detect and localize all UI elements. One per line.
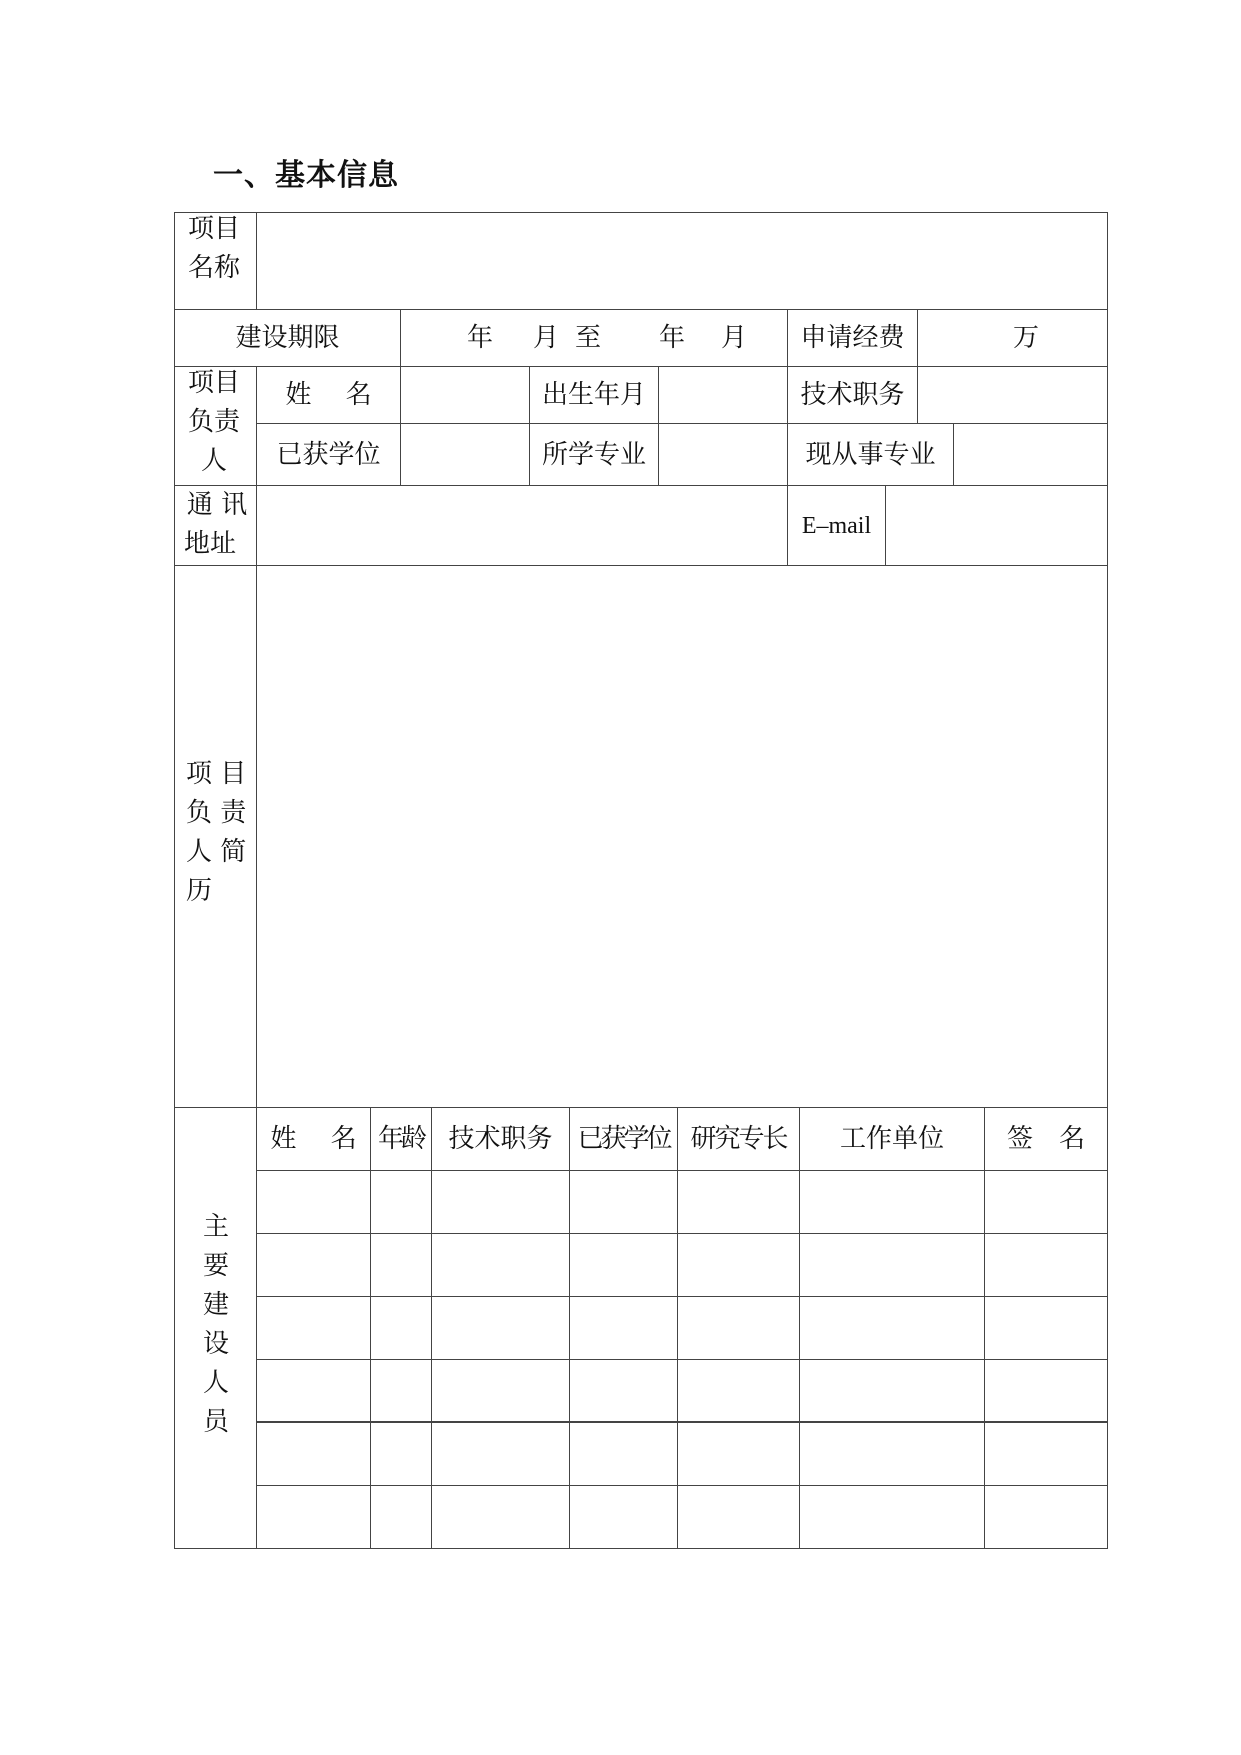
- col-divider: [370, 1107, 371, 1548]
- funding-label: 申请经费: [800, 323, 905, 353]
- resume-label: [186, 755, 252, 911]
- members-side-label-char: 设: [202, 1329, 229, 1359]
- col-divider: [431, 1107, 432, 1548]
- members-side-label-char: 人: [202, 1368, 229, 1398]
- leader-major-label: 所学专业: [541, 439, 646, 470]
- email-field[interactable]: [886, 486, 1107, 565]
- leader-current-major-label: 现从事专业: [805, 439, 936, 470]
- project-name-label-line: 项目: [187, 214, 240, 244]
- period-year-end: 年: [658, 323, 685, 353]
- members-col-name: 姓 名: [270, 1124, 357, 1154]
- resume-label-line: 项 目: [186, 759, 247, 789]
- members-side-label-char: 建: [202, 1290, 229, 1320]
- leader-degree-label: 已获学位: [276, 439, 381, 470]
- leader-title-label: 技术职务: [800, 380, 905, 410]
- project-name-label-line: 名称: [187, 253, 240, 283]
- leader-label-line: 人: [200, 446, 227, 476]
- members-side-label: [196, 1208, 236, 1442]
- address-label: [184, 486, 250, 564]
- resume-label-line: 负 责: [186, 798, 247, 828]
- row-divider: [256, 1296, 1107, 1297]
- members-col-employer: 工作单位: [839, 1124, 944, 1154]
- leader-label-line: 负责: [187, 407, 240, 437]
- period-month-end: 月: [720, 323, 747, 353]
- funding-unit: 万: [1012, 323, 1039, 353]
- email-label: E–mail: [801, 512, 872, 539]
- leader-label-line: 项目: [187, 368, 240, 398]
- leader-birth-field[interactable]: [659, 367, 787, 423]
- leader-name-label: 姓 名: [285, 380, 372, 410]
- col-divider: [984, 1107, 985, 1548]
- leader-title-field[interactable]: [918, 367, 1107, 423]
- page-title: 一、基本信息: [213, 158, 399, 193]
- row-divider: [256, 1233, 1107, 1234]
- col-divider: [400, 309, 401, 366]
- leader-current-major-field[interactable]: [954, 424, 1107, 485]
- period-month-start: 月: [532, 323, 559, 353]
- resume-label-line: 历: [186, 876, 213, 906]
- members-side-label-char: 员: [202, 1407, 229, 1437]
- col-divider: [799, 1107, 800, 1548]
- members-col-title: 技术职务: [448, 1124, 553, 1154]
- col-divider: [677, 1107, 678, 1548]
- members-col-degree: 已获学位: [577, 1124, 670, 1154]
- resume-field[interactable]: [257, 566, 1107, 1107]
- period-year-start: 年: [466, 323, 493, 353]
- leader-label: [184, 364, 244, 481]
- members-col-expertise: 研究专长: [690, 1124, 787, 1154]
- address-label-line: 地址: [184, 529, 237, 559]
- members-col-age: 年龄: [377, 1124, 424, 1154]
- resume-label-line: 人 简: [186, 837, 247, 867]
- members-col-signature: 签 名: [1006, 1124, 1085, 1154]
- table-border-bottom: [174, 1548, 1108, 1549]
- leader-name-field[interactable]: [401, 367, 529, 423]
- row-divider: [256, 1359, 1107, 1360]
- address-field[interactable]: [257, 486, 787, 565]
- leader-major-field[interactable]: [659, 424, 787, 485]
- project-name-label: [184, 210, 244, 288]
- col-divider: [569, 1107, 570, 1548]
- table-border-right: [1107, 212, 1108, 1548]
- address-label-line: 通 讯: [186, 490, 248, 520]
- table-border-left: [174, 212, 175, 1548]
- leader-degree-field[interactable]: [401, 424, 529, 485]
- members-side-label-char: 要: [202, 1251, 229, 1281]
- members-side-label-char: 主: [202, 1212, 229, 1242]
- leader-birth-label: 出生年月: [541, 380, 646, 410]
- period-label: 建设期限: [235, 323, 340, 353]
- row-divider: [256, 1485, 1107, 1486]
- period-to: 至: [574, 323, 601, 353]
- row-divider: [256, 1170, 1107, 1171]
- project-name-field[interactable]: [257, 213, 1107, 309]
- row-divider: [256, 1421, 1107, 1423]
